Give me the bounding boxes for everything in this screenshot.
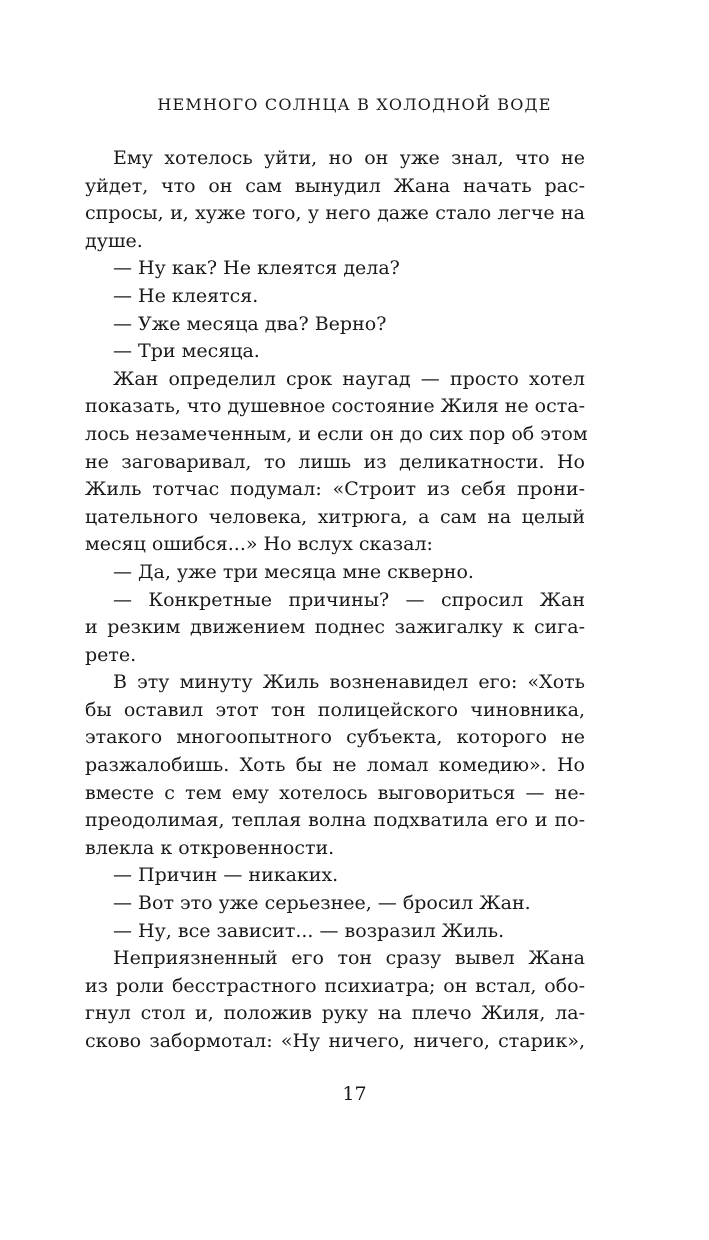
text-line: месяц ошибся...» Но вслух сказал: xyxy=(85,533,433,556)
text-line: — Три месяца. xyxy=(113,340,260,363)
text-line: Жан определил срок наугад — просто хотел xyxy=(113,367,585,390)
text-line: В эту минуту Жиль возненавидел его: «Хоть xyxy=(113,671,585,694)
text-line: преодолимая, теплая волна подхватила его и по- xyxy=(85,809,585,832)
running-header: НЕМНОГО СОЛНЦА В ХОЛОДНОЙ ВОДЕ xyxy=(157,95,552,114)
text-line: не заговаривал, то лишь из деликатности. Но xyxy=(85,450,585,473)
text-line: — Не клеятся. xyxy=(113,284,259,307)
text-line: — Причин — никаких. xyxy=(113,864,339,887)
text-line: гнул стол и, положив руку на плечо Жиля, ла- xyxy=(85,1002,585,1025)
text-line: Неприязненный его тон сразу вывел Жана xyxy=(113,947,585,970)
text-line: — Конкретные причины? — спросил Жан xyxy=(113,588,585,611)
text-line: вместе с тем ему хотелось выговориться — не- xyxy=(85,781,585,804)
text-line: — Уже месяца два? Верно? xyxy=(113,312,387,335)
text-line: бы оставил этот тон полицейского чиновника, xyxy=(85,698,585,721)
text-line: — Ну как? Не клеятся дела? xyxy=(113,257,400,280)
text-line: Жиль тотчас подумал: «Строит из себя прони- xyxy=(85,478,585,501)
page-number: 17 xyxy=(342,1083,367,1105)
text-line: цательного человека, хитрюга, а сам на целый xyxy=(85,505,585,528)
text-line: — Да, уже три месяца мне скверно. xyxy=(113,560,474,583)
text-line: влекла к откровенности. xyxy=(85,836,335,859)
text-line: Ему хотелось уйти, но он уже знал, что не xyxy=(113,147,585,169)
text-line: — Ну, все зависит... — возразил Жиль. xyxy=(113,919,505,942)
text-line: рете. xyxy=(85,643,137,666)
text-line: душе. xyxy=(85,229,143,252)
text-line: уйдет, что он сам вынудил Жана начать рас- xyxy=(85,174,585,197)
text-line: показать, что душевное состояние Жиля не оста- xyxy=(85,395,586,418)
text-line: лось незамеченным, и если он до сих пор об этом xyxy=(85,422,588,445)
body-text xyxy=(85,145,588,1056)
text-line: из роли бесстрастного психиатра; он встал, обо- xyxy=(85,974,585,997)
text-line: и резким движением поднес зажигалку к сига- xyxy=(85,616,585,639)
text-line: спросы, и, хуже того, у него даже стало легче на xyxy=(85,202,585,225)
text-line: — Вот это уже серьезнее, — бросил Жан. xyxy=(113,892,531,915)
text-line: сково забормотал: «Ну ничего, ничего, старик», xyxy=(85,1030,585,1052)
text-line: разжалобишь. Хоть бы не ломал комедию». Но xyxy=(85,754,585,777)
text-line: этакого многоопытного субъекта, которого не xyxy=(85,726,585,749)
